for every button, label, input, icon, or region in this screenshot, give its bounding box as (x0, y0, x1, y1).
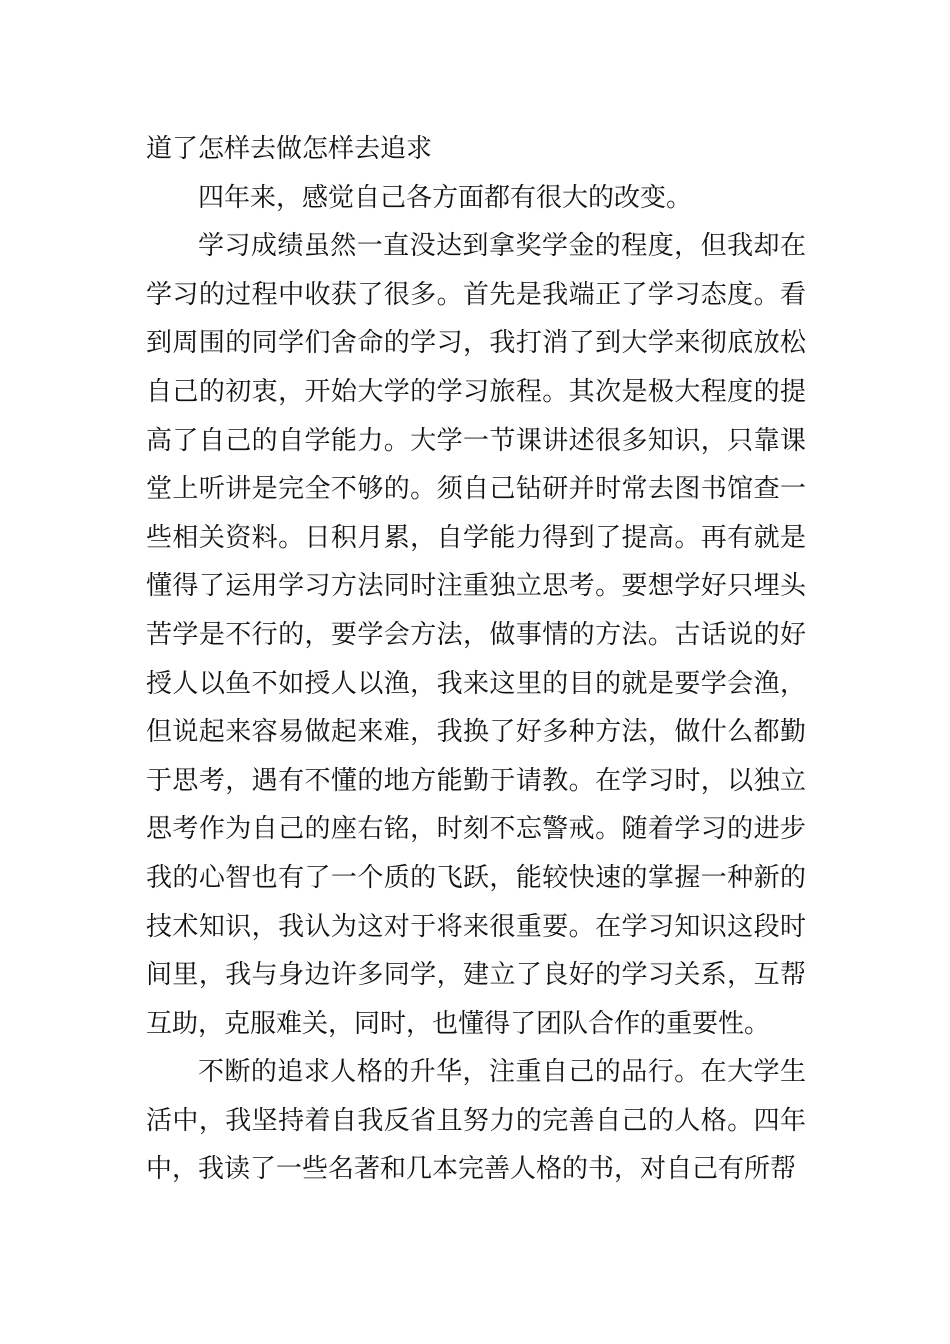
document-body (146, 125, 806, 1194)
paragraph-four-years-change: 四年来，感觉自己各方面都有很大的改变。 (198, 182, 693, 213)
paragraph-continuation: 道了怎样去做怎样去追求 (146, 134, 433, 164)
paragraph-character: 不断的追求人格的升华，注重自己的品行。在大学生活中，我坚持着自我反省且努力的完善自己的人格。四年中，我读了一些名著和几本完善人格的书，对自己有所帮 (146, 1057, 806, 1185)
paragraph-study: 学习成绩虽然一直没达到拿奖学金的程度，但我却在学习的过程中收获了很多。首先是我端正了学习态度。看到周围的同学们舍命的学习，我打消了到大学来彻底放松自己的初衷，开始大学的学习旅程。其次是极大程度的提高了自己的自学能力。大学一节课讲述很多知识，只靠课堂上听讲是完全不够的。须自己钻研并时常去图书馆查一些相关资料。日积月累，自学能力得到了提高。再有就是懂得了运用学习方法同时注重独立思考。要想学好只埋头苦学是不行的，要学会方法，做事情的方法。古话说的好授人以鱼不如授人以渔，我来这里的目的就是要学会渔，但说起来容易做起来难，我换了好多种方法，做什么都勤于思考，遇有不懂的地方能勤于请教。在学习时，以独立思考作为自己的座右铭，时刻不忘警戒。随着学习的进步我的心智也有了一个质的飞跃，能较快速的掌握一种新的技术知识，我认为这对于将来很重要。在学习知识这段时间里，我与身边许多同学，建立了良好的学习关系，互帮互助，克服难关，同时，也懂得了团队合作的重要性。 (146, 231, 806, 1039)
